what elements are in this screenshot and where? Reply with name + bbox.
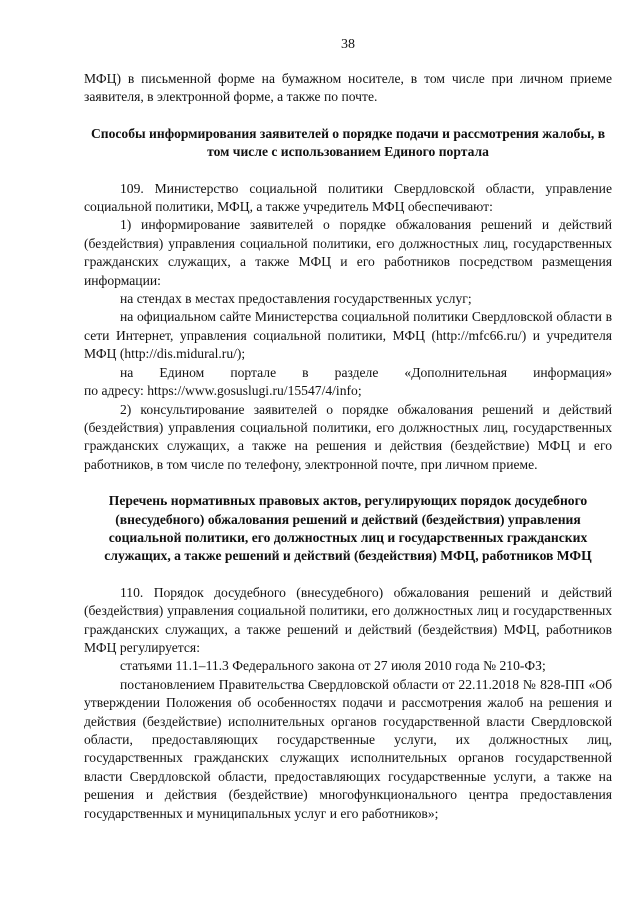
paragraph-109-item-2: 2) консультирование заявителей о порядке обжалования решений и действий (бездействия) управления социальной политики, его должностных лиц, государственных гражданских служащих, а также на решения и действия (бездействие) МФЦ и его работников, в том числе по телефону, электронной почте, при личном приеме. <box>84 401 612 472</box>
section-heading-legal-acts: Перечень нормативных правовых актов, регулирующих порядок досудебного (внесудебного) обжалования решений и действий (бездействия) управления социальной политики, его должностных лиц и государственных гражданских служащих, а также решений и действий (бездействия) МФЦ, работников МФЦ <box>104 493 592 564</box>
paragraph-110-intro: 110. Порядок досудебного (внесудебного) обжалования решений и действий (бездействия) управления социальной политики, его должностных лиц и государственных гражданских служащих, а также решений и действий (бездействия) МФЦ, работников МФЦ регулируется: <box>84 584 612 655</box>
paragraph-109-item-1-stands: на стендах в местах предоставления государственных услуг; <box>120 291 472 307</box>
page-number: 38 <box>341 37 355 52</box>
document-body <box>84 70 612 823</box>
paragraph-continuation: МФЦ) в письменной форме на бумажном носителе, в том числе при личном приеме заявителя, в электронной форме, а также по почте. <box>84 71 612 105</box>
paragraph-109-item-1: 1) информирование заявителей о порядке обжалования решений и действий (бездействия) управления социальной политики, его должностных лиц, государственных гражданских служащих, а также МФЦ и его работников посредством размещения информации: <box>84 217 612 288</box>
section-110 <box>84 584 612 823</box>
section-heading-informing: Способы информирования заявителей о порядке подачи и рассмотрения жалобы, в том числе с использованием Единого портала <box>90 125 606 160</box>
paragraph-109-item-1-portal: на Едином портале в разделе «Дополнительная информация» <box>120 364 612 380</box>
paragraph-109-intro: 109. Министерство социальной политики Свердловской области, управление социальной политики, МФЦ, а также учредитель МФЦ обеспечивают: <box>84 180 612 215</box>
paragraph-110-federal-law: статьями 11.1–11.3 Федерального закона от 27 июля 2010 года № 210-ФЗ; <box>120 658 546 674</box>
section-109 <box>84 180 612 475</box>
paragraph-110-government-decree: постановлением Правительства Свердловской области от 22.11.2018 № 828-ПП «Об утверждении Положения об особенностях подачи и рассмотрения жалоб на решения и действия (бездействие) исполнительных органов государственной власти Свердловской области, предоставляющих государственные услуги, их должностных лиц, государственных гражданских служащих исполнительных органов государственной власти Свердловской области, предоставляющих государственные услуги, а также на решения и действия (бездействие) многофункционального центра предоставления государственных и муниципальных услуг и его работников»; <box>84 676 612 821</box>
paragraph-109-item-1-portal-url: по адресу: https://www.gosuslugi.ru/15547/4/info; <box>84 383 362 399</box>
paragraph-109-item-1-websites: на официальном сайте Министерства социальной политики Свердловской области в сети Интернет, управления социальной политики, МФЦ (http://mfc66.ru/) и учредителя МФЦ (http://dis.midural.ru/); <box>84 309 612 362</box>
